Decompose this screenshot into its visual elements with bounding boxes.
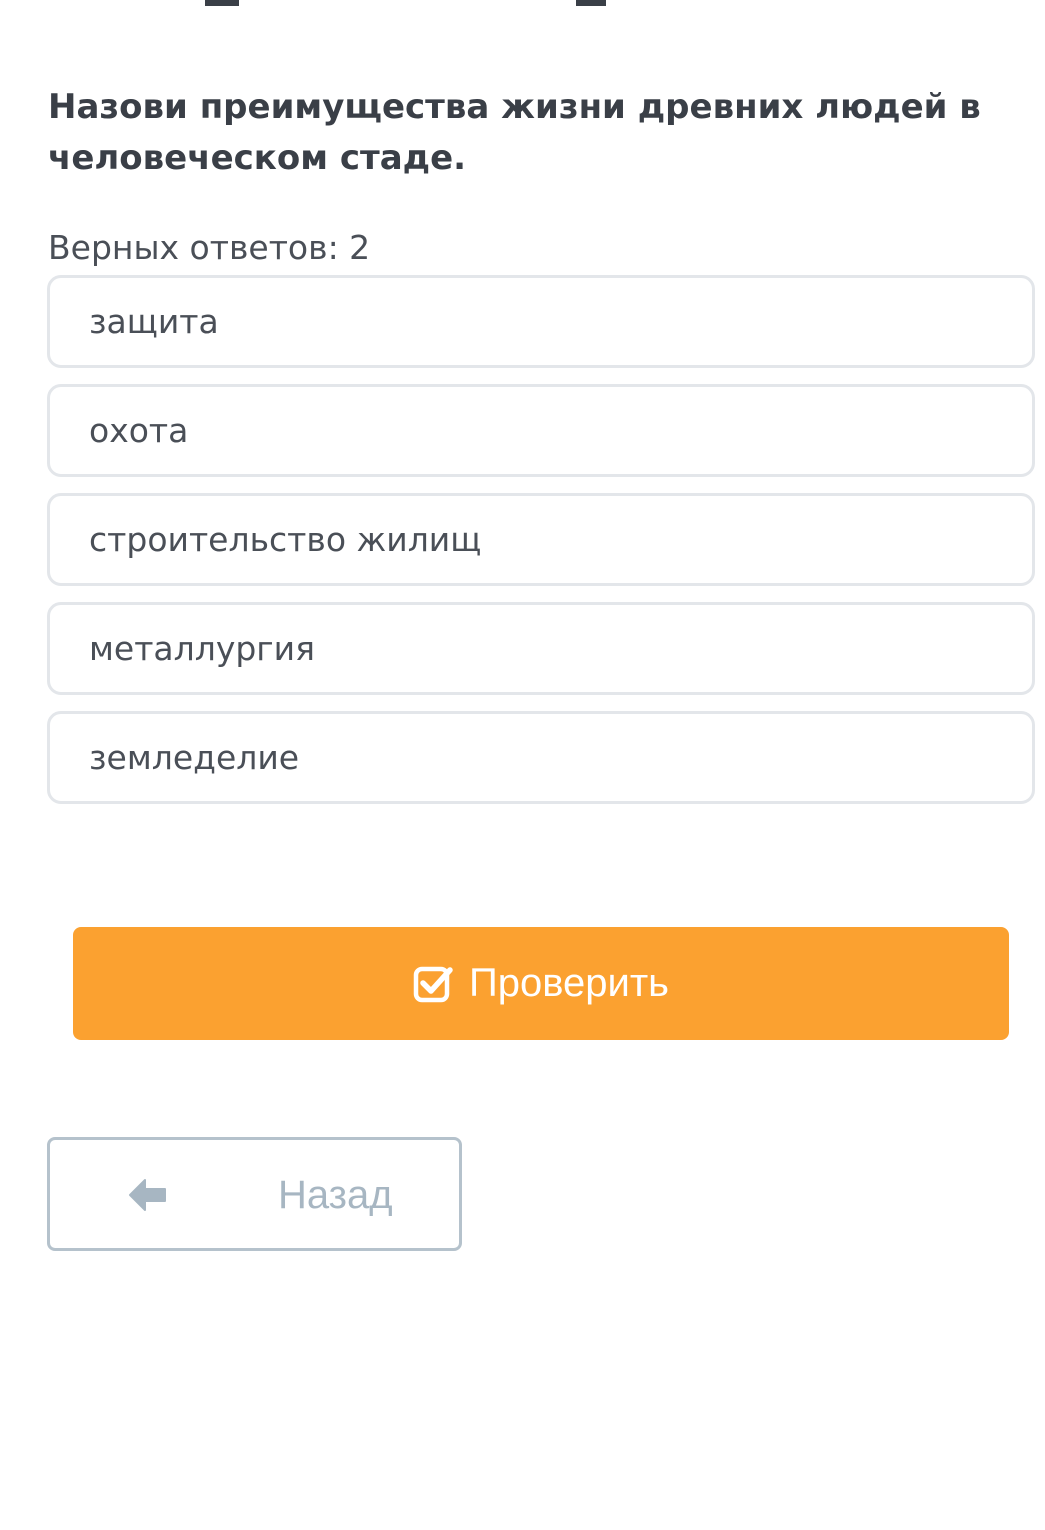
arrow-left-icon [128, 1178, 168, 1212]
checkbox-check-icon [413, 964, 453, 1004]
question-text: Назови преимущества жизни древних людей в человеческом стаде. [48, 87, 981, 178]
answer-option-label: охота [89, 411, 189, 450]
answer-options-list [47, 275, 1035, 820]
answer-option-stroitelstvo[interactable] [47, 493, 1035, 586]
correct-answers-count: Верных ответов: 2 [48, 228, 371, 267]
clipped-previous-text [0, 0, 1045, 6]
answer-option-label: защита [89, 302, 219, 341]
answer-option-label: металлургия [89, 629, 315, 668]
answer-option-zashchita[interactable] [47, 275, 1035, 368]
check-button[interactable] [73, 927, 1009, 1040]
back-button-label: Назад [278, 1173, 393, 1217]
check-button-label: Проверить [468, 961, 670, 1005]
answer-option-metallurgiya[interactable] [47, 602, 1035, 695]
answer-option-zemledelie[interactable] [47, 711, 1035, 804]
back-button[interactable] [47, 1137, 462, 1251]
answer-option-okhota[interactable] [47, 384, 1035, 477]
answer-option-label: строительство жилищ [89, 520, 482, 559]
answer-option-label: земледелие [89, 738, 300, 777]
